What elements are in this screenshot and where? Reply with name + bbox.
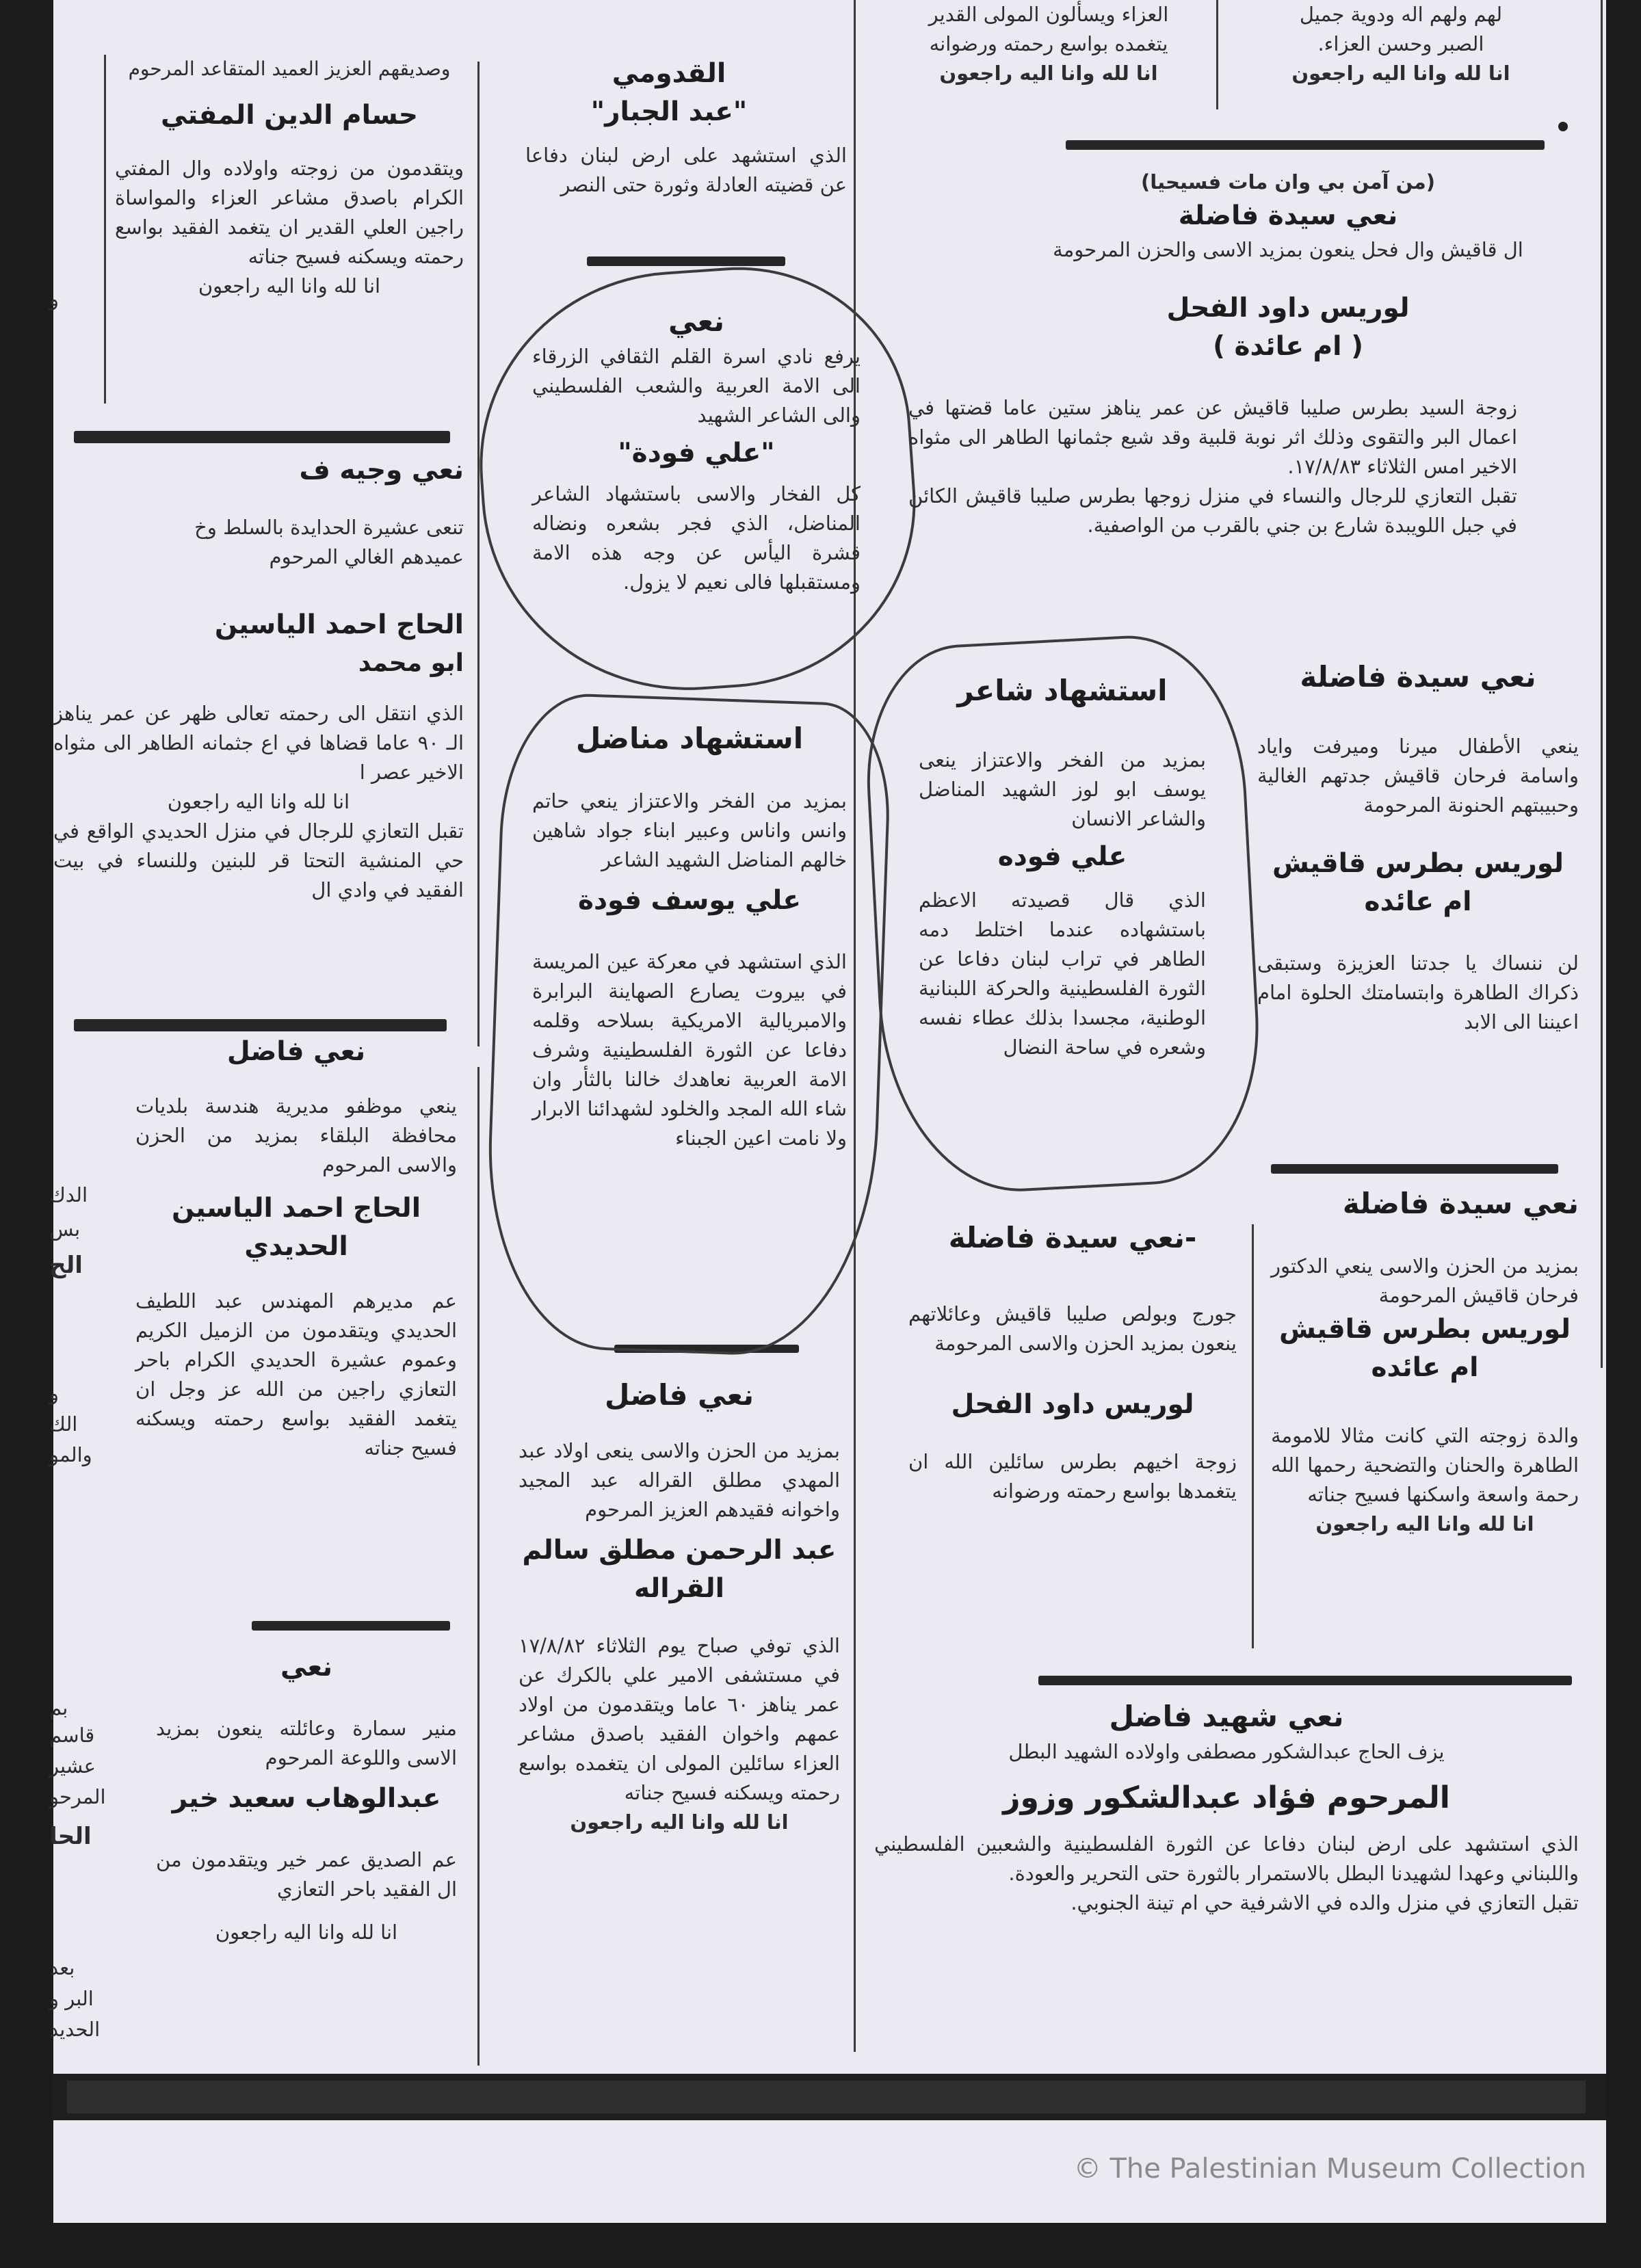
edge-fragment: الدك xyxy=(49,1183,88,1206)
edge-fragment: الح xyxy=(49,1252,83,1279)
body-text: كل الفخار والاسى باستشهاد الشاعر المناضل، الذي فجر بشعره ونضاله قشرة اليأس عن وجه هذه الامة ومستقبلها فالى نعيم لا يزول. xyxy=(532,482,861,594)
heading: نعي xyxy=(668,304,724,338)
body-text: بمزيد من الحزن والاسى ينعى اولاد عبد المهدي مطلق القراله عبد المجيد واخوانه فقيدهم العزيز المرحوم xyxy=(518,1439,840,1521)
separator-bar xyxy=(74,431,450,443)
body-text: والدة زوجته التي كانت مثالا للامومة الطاهرة والحنان والتضحية رحمها الله رحمة واسعة واسكنها فسيح جناته xyxy=(1271,1424,1579,1506)
closing-text: انا لله وانا اليه راجعون xyxy=(570,1810,789,1834)
edge-fragment: الحا xyxy=(49,1823,92,1850)
closing-text: انا لله وانا اليه راجعون xyxy=(167,790,350,813)
body-text: الصبر وحسن العزاء. xyxy=(1317,32,1484,55)
closing-text: انا لله وانا اليه راجعون xyxy=(939,62,1158,85)
body-text: عم الصديق عمر خير ويتقدمون من ال الفقيد باحر التعازي xyxy=(156,1848,457,1901)
heading: نعي سيدة فاضلة xyxy=(1178,200,1398,231)
heading: نعي فاضل xyxy=(605,1378,754,1412)
body-text: تقبل التعازي للرجال في منزل الحديدي الواقع في حي المنشية التحتا قر للبنين وللنساء في بيت الفقيد في وادي ال xyxy=(53,819,464,901)
heading: -نعي سيدة فاضلة xyxy=(948,1221,1197,1254)
edge-fragment: الك xyxy=(49,1412,78,1436)
deceased-name: لوريس داود الفحل xyxy=(1166,293,1410,324)
edge-fragment: البر و xyxy=(49,1987,94,2010)
circled-notice-club xyxy=(532,301,861,597)
body-text: ينعي موظفو مديرية هندسة بلديات محافظة البلقاء بمزيد من الحزن والاسى المرحوم xyxy=(135,1094,457,1176)
body-text: الذي قال قصيدته الاعظم باستشهاده عندما اختلط دمه الطاهر في تراب لبنان دفاعا عن الثورة الفلسطينية والحركة اللبنانية الوطنية، مجسدا بذلك عطاء نفسه وشعره في ساحة النضال xyxy=(919,888,1206,1059)
deceased-name: "عبد الجبار" xyxy=(590,96,748,127)
edge-fragment: قاسم xyxy=(49,1724,95,1747)
body-text: ال قاقيش وال فحل ينعون بمزيد الاسى والحزن المرحومة xyxy=(1053,238,1523,261)
body-text: زوجة اخيهم بطرس سائلين الله ان يتغمدها بواسع رحمته ورضوانه xyxy=(908,1450,1237,1503)
deceased-name: لوريس بطرس قاقيش xyxy=(1279,1314,1571,1345)
col4-block3-notice xyxy=(1271,1183,1579,1539)
col1-block2-notice xyxy=(53,451,464,905)
closing-text: انا لله وانا اليه راجعون xyxy=(198,274,381,298)
body-text: بمزيد من الفخر والاعتزاز ينعى يوسف ابو لوز الشهيد المناضل والشاعر الانسان xyxy=(919,748,1206,830)
heading: استشهاد مناضل xyxy=(575,722,804,755)
col3-block4-notice xyxy=(908,1217,1237,1506)
separator-bar xyxy=(587,256,785,266)
col1-block4-notice xyxy=(156,1648,457,1947)
body-text: بمزيد من الفخر والاعتزاز ينعي حاتم وانس واناس وعبير ابناء جواد شاهين خالهم المناضل الشهيد الشاعر xyxy=(532,789,847,871)
body-text: بمزيد من الحزن والاسى ينعي الدكتور فرحان قاقيش المرحومة xyxy=(1271,1254,1579,1307)
deceased-epithet: ( ام عائدة ) xyxy=(1213,331,1363,362)
heading: استشهاد شاعر xyxy=(957,674,1168,707)
intro-text: يزف الحاج عبدالشكور مصطفى واولاده الشهيد البطل xyxy=(1008,1740,1445,1763)
column-rule xyxy=(477,62,480,1046)
deceased-name: عبد الرحمن مطلق سالم القراله xyxy=(522,1535,837,1604)
body-text: لن ننساك يا جدتنا العزيزة وستبقى ذكراك الطاهرة وابتسامتك الحلوة امام اعيننا الى الابد xyxy=(1257,951,1579,1033)
body-text: العزاء ويسألون المولى القدير xyxy=(928,3,1169,26)
column-rule xyxy=(1252,1224,1254,1648)
deceased-name: حسام الدين المفتي xyxy=(160,100,419,131)
body-text: الذي استشهد على ارض لبنان دفاعا عن الثورة الفلسطينية والشعبين الفلسطيني واللبناني وعهدا لشهيدنا البطل بالاستمرار بالثورة حتى التحرير والعودة. xyxy=(874,1832,1579,1885)
deceased-epithet: ام عائده xyxy=(1371,1352,1479,1383)
heading: نعي وجيه ف xyxy=(299,455,464,486)
closing-text: انا لله وانا اليه راجعون xyxy=(1291,62,1510,85)
martyr-notice xyxy=(874,1696,1579,1918)
deceased-name: لوريس داود الفحل xyxy=(951,1389,1194,1420)
separator-bar xyxy=(1271,1164,1558,1174)
martyr-name: "علي فودة" xyxy=(618,438,775,469)
edge-fragment: بس xyxy=(49,1217,81,1241)
col2-block3-notice xyxy=(518,1375,840,1837)
collection-credit: © The Palestinian Museum Collection xyxy=(1073,2153,1586,2185)
body-text: عميدهم الغالي المرحوم xyxy=(269,545,464,568)
body-text: الذي استشهد في معركة عين المريسة في بيروت يصارع الصهاينة البرابرة والامبريالية الامريكية بسلاحه وقلمه دفاعا عن الثورة الفلسطينية وشرف الامة العربية نعاهدك خالنا بالثأر وان شاء الله المجد والخلود لشهدائنا الابرار ولا نامت اعين الجبناء xyxy=(532,950,847,1150)
edge-fragment: و xyxy=(49,1382,60,1405)
martyr-name: علي فوده xyxy=(997,841,1127,872)
body-text: ينعي الأطفال ميرنا وميرفت واياد واسامة فرحان قاقيش جدتهم الغالية وحبيبتهم الحنونة المرحومة xyxy=(1257,735,1579,817)
col4-top-notice xyxy=(1230,0,1572,88)
deceased-epithet: ابو محمد xyxy=(358,649,464,677)
martyr-name: علي يوسف فودة xyxy=(577,885,802,916)
body-text: زوجة السيد بطرس صليبا قاقيش عن عمر يناهز ستين عاما قضتها في اعمال البر والتقوى وذلك اثر نوبة قلبية وقد شيع جثمانها الطاهر الى مثواه الاخير امس الثلاثاء ١٧/٨/٨٣. xyxy=(908,396,1517,478)
deceased-name: القدومي xyxy=(612,58,726,89)
body-text: يتغمده بواسع رحمته ورضوانه xyxy=(929,32,1168,55)
closing-text: انا لله وانا اليه راجعون xyxy=(215,1921,398,1944)
closing-text: انا لله وانا اليه راجعون xyxy=(1315,1512,1534,1535)
separator-bar xyxy=(1038,1676,1572,1685)
deceased-name: عبدالوهاب سعيد خير xyxy=(172,1783,441,1814)
body-text: الذي توفي صباح يوم الثلاثاء ١٧/٨/٨٢ في مستشفى الامير علي بالكرك عن عمر يناهز ٦٠ عاما ويتقدمون من اولاد عمهم واخوان الفقيد باصدق مشاعر العزاء سائلين المولى ان يتغمده بواسع رحمته ويسكنه فسيح جناته xyxy=(518,1634,840,1804)
body-text: ويتقدمون من زوجته واولاده وال المفتي الكرام باصدق مشاعر العزاء والمواساة راجين العلي القدير ان يتغمد الفقيد بواسع رحمته ويسكنه فسيح جناته xyxy=(115,157,464,268)
body-text: تقبل التعازي للرجال والنساء في منزل زوجها بطرس صليبا قاقيش الكائن في جبل اللويبدة شارع بن جني بالقرب من الواصفية. xyxy=(908,484,1517,537)
intro-text: وصديقهم العزيز العميد المتقاعد المرحوم xyxy=(128,57,451,80)
heading: نعي سيدة فاضلة xyxy=(1300,660,1536,694)
circled-notice-poet xyxy=(919,670,1206,1062)
deceased-name: الحاج احمد الياسين الحديدي xyxy=(171,1193,421,1262)
heading: نعي xyxy=(280,1652,333,1683)
column-rule xyxy=(104,55,106,404)
newspaper-page xyxy=(49,0,1606,2223)
body-text: الذي استشهد على ارض لبنان دفاعا عن قضيته العادلة وثورة حتى النصر xyxy=(525,144,847,196)
col2-top-notice xyxy=(491,55,847,200)
deceased-name: لوريس بطرس قاقيش xyxy=(1272,848,1564,879)
col4-block2-notice xyxy=(1257,657,1579,1037)
body-text: تقبل التعازي في منزل والده في الاشرفية حي ام تينة الجنوبي. xyxy=(1071,1891,1579,1914)
edge-fragment: بم xyxy=(49,1696,68,1719)
column-rule xyxy=(1601,0,1603,1368)
body-text: يرفع نادي اسرة القلم الثقافي الزرقاء الى الامة العربية والشعب الفلسطيني والى الشاعر الشهيد xyxy=(532,345,861,427)
edge-fragment: والمو xyxy=(49,1443,92,1466)
body-text: الذي انتقل الى رحمته تعالى ظهر عن عمر يناهز الـ ٩٠ عاما قضاها في اع جثمانه الطاهر الى مثواه الاخير عصر ا xyxy=(53,702,464,784)
deceased-name: الحاج احمد الياسين xyxy=(214,609,464,640)
col1-block3-notice xyxy=(135,1033,457,1463)
edge-fragment: عشير xyxy=(49,1754,96,1778)
heading: نعي سيدة فاضلة xyxy=(1342,1187,1579,1220)
column-rule xyxy=(477,1067,480,2066)
column-rule xyxy=(1216,0,1218,109)
heading: نعي فاضل xyxy=(226,1036,366,1067)
deceased-epithet: ام عائده xyxy=(1364,886,1472,917)
edge-fragment: الحديد xyxy=(49,2018,101,2041)
separator-bar xyxy=(74,1019,447,1031)
col3-block2-notice xyxy=(908,168,1579,540)
ink-dot xyxy=(1558,122,1568,131)
col1-top-notice xyxy=(115,55,464,301)
martyr-name: المرحوم فؤاد عبدالشكور وزوز xyxy=(1003,1780,1450,1815)
edge-fragment: المرحو xyxy=(49,1785,106,1808)
body-text: لهم ولهم اله ودوية جميل xyxy=(1299,3,1503,26)
scan-edge-band xyxy=(53,2074,1606,2120)
heading: نعي شهيد فاضل xyxy=(1109,1700,1344,1733)
edge-fragment: بعد xyxy=(49,1956,75,1979)
col3-top-notice xyxy=(888,0,1209,88)
body-text: منير سمارة وعائلته ينعون بمزيد الاسى واللوعة المرحوم xyxy=(156,1717,457,1769)
circled-notice-martyrdom xyxy=(532,718,847,1153)
separator-bar xyxy=(1066,140,1545,150)
body-text: عم مديرهم المهندس عبد اللطيف الحديدي ويتقدمون من الزميل الكريم وعموم عشيرة الحديدي الكرام باحر التعازي راجين من الله عز وجل ان يتغمد الفقيد بواسع رحمته ويسكنه فسيح جناته xyxy=(135,1289,457,1460)
edge-fragment: و xyxy=(49,287,60,311)
scripture-quote: (من آمن بي وان مات فسيحيا) xyxy=(1141,170,1435,194)
body-text: جورج وبولص صليبا قاقيش وعائلاتهم ينعون بمزيد الحزن والاسى المرحومة xyxy=(908,1302,1237,1355)
body-text: تنعى عشيرة الحدايدة بالسلط وخ xyxy=(194,516,464,539)
separator-bar xyxy=(252,1621,450,1631)
